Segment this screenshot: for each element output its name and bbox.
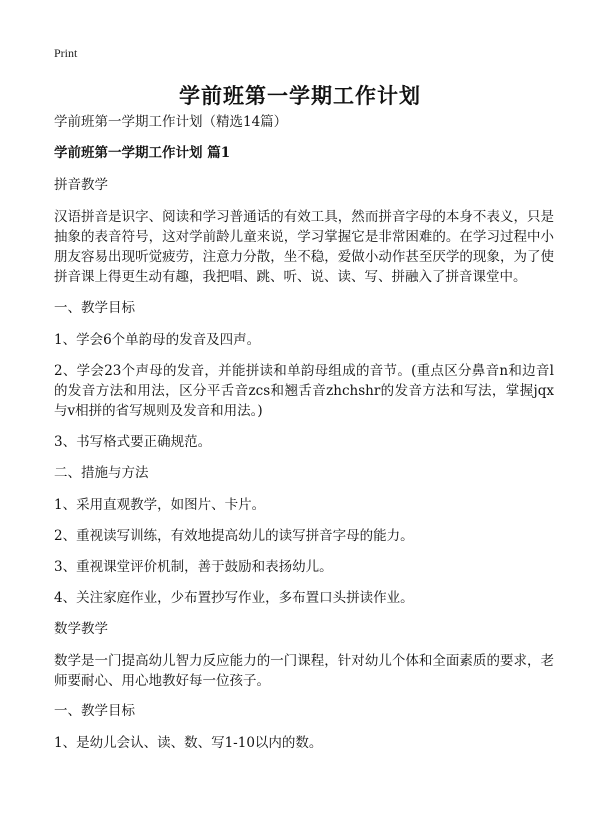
print-label: Print [54,46,78,60]
pinyin-method-item: 1、采用直观教学，如图片、卡片。 [54,496,266,513]
document-body [54,112,554,764]
pinyin-goal-item: 1、学会6个单韵母的发音及四声。 [54,331,261,348]
math-intro-paragraph: 数学是一门提高幼儿智力反应能力的一门课程，针对幼儿个体和全面素质的要求，老师要耐心、用心地教好每一位孩子。 [54,652,554,689]
pinyin-heading: 拼音教学 [54,177,108,193]
pinyin-intro-paragraph: 汉语拼音是识字、阅读和学习普通话的有效工具，然而拼音字母的本身不表义，只是抽象的表音符号，这对学前龄儿童来说，学习掌握它是非常困难的。在学习过程中小朋友容易出现听觉疲劳，注意力分散，坐不稳，爱做小动作甚至厌学的现象，为了使拼音课上得更生动有趣，我把唱、跳、听、说、读、写、拼融入了拼音课堂中。 [54,209,554,285]
pinyin-method-item: 2、重视读写训练，有效地提高幼儿的读写拼音字母的能力。 [54,527,414,544]
section-heading: 学前班第一学期工作计划 篇1 [54,145,231,161]
math-heading: 数学教学 [54,620,108,637]
pinyin-goals-heading: 一、教学目标 [54,299,135,316]
pinyin-method-item: 3、重视课堂评价机制，善于鼓励和表扬幼儿。 [54,558,333,575]
pinyin-goal-item: 3、书写格式要正确规范。 [54,433,212,450]
document-title: 学前班第一学期工作计划 [179,83,421,108]
pinyin-goal-item: 2、学会23个声母的发音，并能拼读和单韵母组成的音节。(重点区分鼻音n和边音l的发音方法和用法，区分平舌音zcs和翘舌音zhchshr的发音方法和写法，掌握jqx与v相拼的省写规则及发音和用法。) [54,362,554,419]
math-goals-heading: 一、教学目标 [54,703,135,719]
pinyin-method-item: 4、关注家庭作业，少布置抄写作业，多布置口头拼读作业。 [54,589,414,606]
pinyin-methods-heading: 二、措施与方法 [54,464,149,481]
math-goal-item: 1、是幼儿会认、读、数、写1-10以内的数。 [54,735,323,751]
document-subtitle: 学前班第一学期工作计划（精选14篇） [54,114,288,130]
